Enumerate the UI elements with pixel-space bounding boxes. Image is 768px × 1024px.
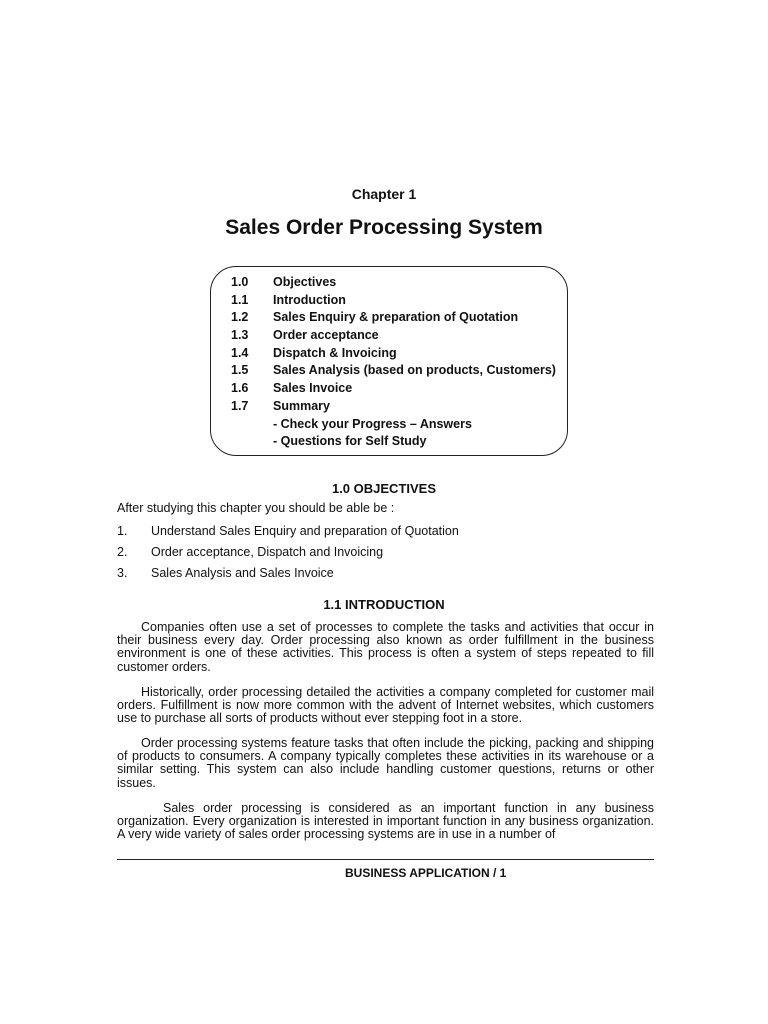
contents-list — [231, 274, 556, 451]
objective-text: Order acceptance, Dispatch and Invoicing — [151, 545, 384, 559]
page-footer: BUSINESS APPLICATION / 1 — [345, 866, 507, 880]
contents-item — [231, 398, 556, 416]
contents-title: Summary — [273, 398, 330, 413]
contents-title: Dispatch & Invoicing — [273, 345, 397, 360]
contents-item — [231, 292, 556, 310]
contents-title: Sales Enquiry & preparation of Quotation — [273, 310, 519, 325]
contents-title: Order acceptance — [273, 328, 379, 343]
contents-item — [231, 309, 556, 327]
contents-item — [231, 327, 556, 345]
contents-title: Introduction — [273, 292, 346, 307]
objective-text: Understand Sales Enquiry and preparation of Quotation — [151, 524, 459, 538]
objective-item — [117, 524, 459, 538]
contents-title: Objectives — [273, 275, 337, 289]
objective-item — [117, 566, 334, 580]
contents-number: 1.1 — [231, 292, 249, 307]
body-paragraph: Sales order processing is considered as an important function in any business organization. Every organization is interested in important function in any business organization. A very wide variety of sales order processing systems are in use in a number of — [117, 801, 654, 842]
body-paragraph: Companies often use a set of processes to complete the tasks and activities that occur in their business every day. Order processing also known as order fulfillment in the business environment is one of these activities. This process is often a system of steps repeated to fill customer orders. — [117, 620, 654, 674]
contents-item — [231, 345, 556, 363]
contents-number — [231, 433, 273, 451]
contents-subitem — [231, 416, 556, 434]
contents-subitem — [231, 433, 556, 451]
chapter-label: Chapter 1 — [351, 186, 417, 202]
contents-number: 1.2 — [231, 310, 249, 325]
chapter-title: Sales Order Processing System — [225, 216, 543, 239]
objective-number: 1. — [117, 524, 128, 538]
contents-item — [231, 380, 556, 398]
contents-number: 1.5 — [231, 363, 249, 378]
contents-title: - Check your Progress – Answers — [273, 416, 472, 431]
objective-item — [117, 545, 383, 559]
contents-number: 1.3 — [231, 328, 249, 343]
contents-item — [231, 274, 556, 292]
body-paragraph: Order processing systems feature tasks that often include the picking, packing and shipping of products to consumers. A company typically completes these activities in its warehouse or a similar setting. This system can also include handling customer questions, returns or other issues. — [117, 736, 654, 790]
introduction-heading: 1.1 INTRODUCTION — [323, 597, 445, 612]
objective-number: 3. — [117, 566, 128, 580]
objective-text: Sales Analysis and Sales Invoice — [151, 566, 334, 580]
contents-title: - Questions for Self Study — [273, 434, 427, 449]
contents-title: Sales Invoice — [273, 381, 353, 396]
body-paragraph: Historically, order processing detailed the activities a company completed for customer mail orders. Fulfillment is now more common with the advent of Internet websites, which customers use to purchase all sorts of products without ever stepping foot in a store. — [117, 685, 654, 726]
footer-divider — [117, 859, 654, 860]
objectives-intro: After studying this chapter you should be able be : — [117, 501, 395, 515]
contents-item — [231, 362, 556, 380]
contents-number — [231, 416, 273, 434]
objective-number: 2. — [117, 545, 128, 559]
contents-number: 1.6 — [231, 381, 249, 396]
contents-number: 1.4 — [231, 345, 249, 360]
contents-title: Sales Analysis (based on products, Customers) — [273, 363, 556, 378]
contents-number: 1.7 — [231, 398, 249, 413]
contents-number: 1.0 — [231, 275, 249, 289]
objectives-heading: 1.0 OBJECTIVES — [331, 481, 437, 496]
